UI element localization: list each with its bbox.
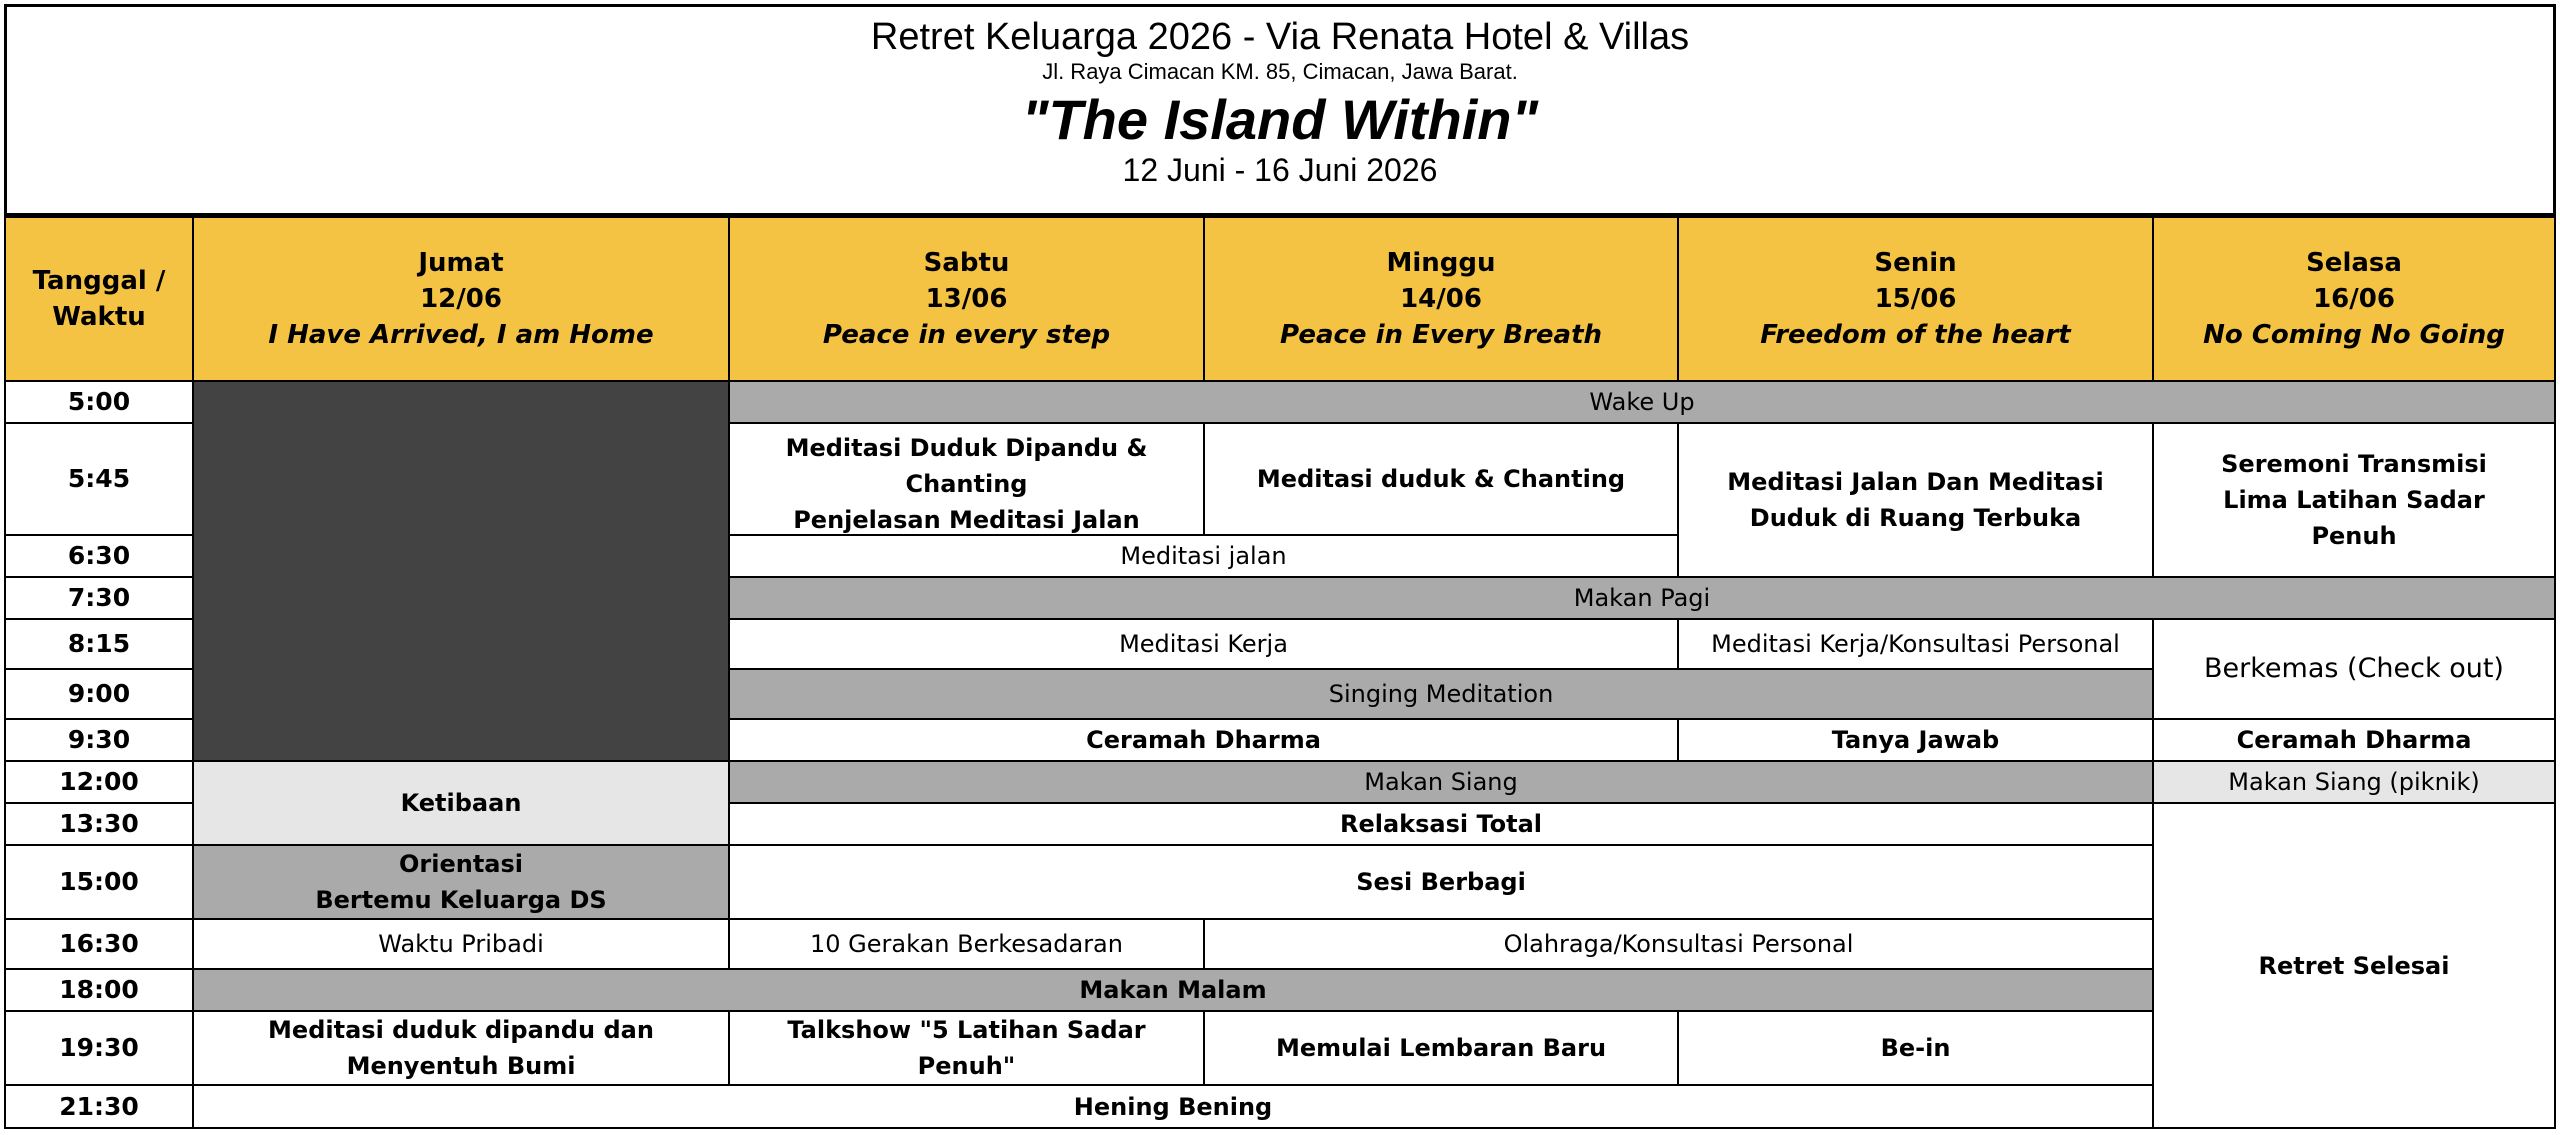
noble-silence-cell: Hening Bening: [192, 1084, 2154, 1129]
lunch-cell: Makan Siang: [728, 760, 2154, 804]
time-0930: 9:30: [4, 718, 194, 762]
total-relaxation-cell: Relaksasi Total: [728, 802, 2154, 846]
dinner-cell: Makan Malam: [192, 968, 2154, 1012]
mon-morning-meditation-cell: Meditasi Jalan Dan Meditasi Duduk di Ruang Terbuka: [1677, 422, 2154, 578]
time-0900: 9:00: [4, 668, 194, 720]
day-header-sabtu: Sabtu 13/06 Peace in every step: [728, 216, 1205, 382]
qa-cell: Tanya Jawab: [1677, 718, 2154, 762]
time-1800: 18:00: [4, 968, 194, 1012]
time-0730: 7:30: [4, 576, 194, 620]
corner-header: Tanggal / Waktu: [4, 216, 194, 382]
working-meditation-cell: Meditasi Kerja: [728, 618, 1679, 670]
sun-morning-meditation-cell: Meditasi duduk & Chanting: [1203, 422, 1679, 536]
sports-consultation-cell: Olahraga/Konsultasi Personal: [1203, 918, 2154, 970]
venue-address: Jl. Raya Cimacan KM. 85, Cimacan, Jawa Barat.: [1042, 59, 1518, 84]
arrival-cell: Ketibaan: [192, 760, 730, 846]
fri-evening-meditation-cell: Meditasi duduk dipandu dan Menyentuh Bumi: [192, 1010, 730, 1086]
sharing-session-cell: Sesi Berbagi: [728, 844, 2154, 920]
walking-meditation-cell: Meditasi jalan: [728, 534, 1679, 578]
wake-up-cell: Wake Up: [728, 380, 2556, 424]
sat-morning-meditation-cell: Meditasi Duduk Dipandu & Chanting Penjelasan Meditasi Jalan: [728, 422, 1205, 536]
new-beginning-cell: Memulai Lembaran Baru: [1203, 1010, 1679, 1086]
singing-meditation-cell: Singing Meditation: [728, 668, 2154, 720]
retreat-title: Retret Keluarga 2026 - Via Renata Hotel & Villas: [870, 16, 1690, 58]
schedule-header: [4, 4, 2556, 216]
mon-working-meditation-cell: Meditasi Kerja/Konsultasi Personal: [1677, 618, 2154, 670]
day-header-jumat: Jumat 12/06 I Have Arrived, I am Home: [192, 216, 730, 382]
time-1500: 15:00: [4, 844, 194, 920]
time-0630: 6:30: [4, 534, 194, 578]
retreat-end-cell: Retret Selesai: [2152, 802, 2556, 1129]
friday-unavailable-block: [192, 380, 730, 762]
talkshow-cell: Talkshow "5 Latihan Sadar Penuh": [728, 1010, 1205, 1086]
time-1330: 13:30: [4, 802, 194, 846]
tue-ceremony-cell: Seremoni Transmisi Lima Latihan Sadar Penuh: [2152, 422, 2556, 578]
time-2130: 21:30: [4, 1084, 194, 1129]
tue-picnic-lunch-cell: Makan Siang (piknik): [2152, 760, 2556, 804]
day-header-selasa: Selasa 16/06 No Coming No Going: [2152, 216, 2556, 382]
orientation-cell: Orientasi Bertemu Keluarga DS: [192, 844, 730, 920]
breakfast-cell: Makan Pagi: [728, 576, 2556, 620]
mindful-movements-cell: 10 Gerakan Berkesadaran: [728, 918, 1205, 970]
time-1200: 12:00: [4, 760, 194, 804]
time-0815: 8:15: [4, 618, 194, 670]
dharma-talk-cell: Ceramah Dharma: [728, 718, 1679, 762]
time-1930: 19:30: [4, 1010, 194, 1086]
personal-time-cell: Waktu Pribadi: [192, 918, 730, 970]
day-header-senin: Senin 15/06 Freedom of the heart: [1677, 216, 2154, 382]
time-1630: 16:30: [4, 918, 194, 970]
day-header-minggu: Minggu 14/06 Peace in Every Breath: [1203, 216, 1679, 382]
time-0500: 5:00: [4, 380, 194, 424]
retreat-theme: "The Island Within": [1021, 88, 1539, 151]
retreat-dates: 12 Juni - 16 Juni 2026: [1122, 152, 1438, 188]
tue-dharma-talk-cell: Ceramah Dharma: [2152, 718, 2556, 762]
time-0545: 5:45: [4, 422, 194, 536]
tue-checkout-cell: Berkemas (Check out): [2152, 618, 2556, 720]
be-in-cell: Be-in: [1677, 1010, 2154, 1086]
